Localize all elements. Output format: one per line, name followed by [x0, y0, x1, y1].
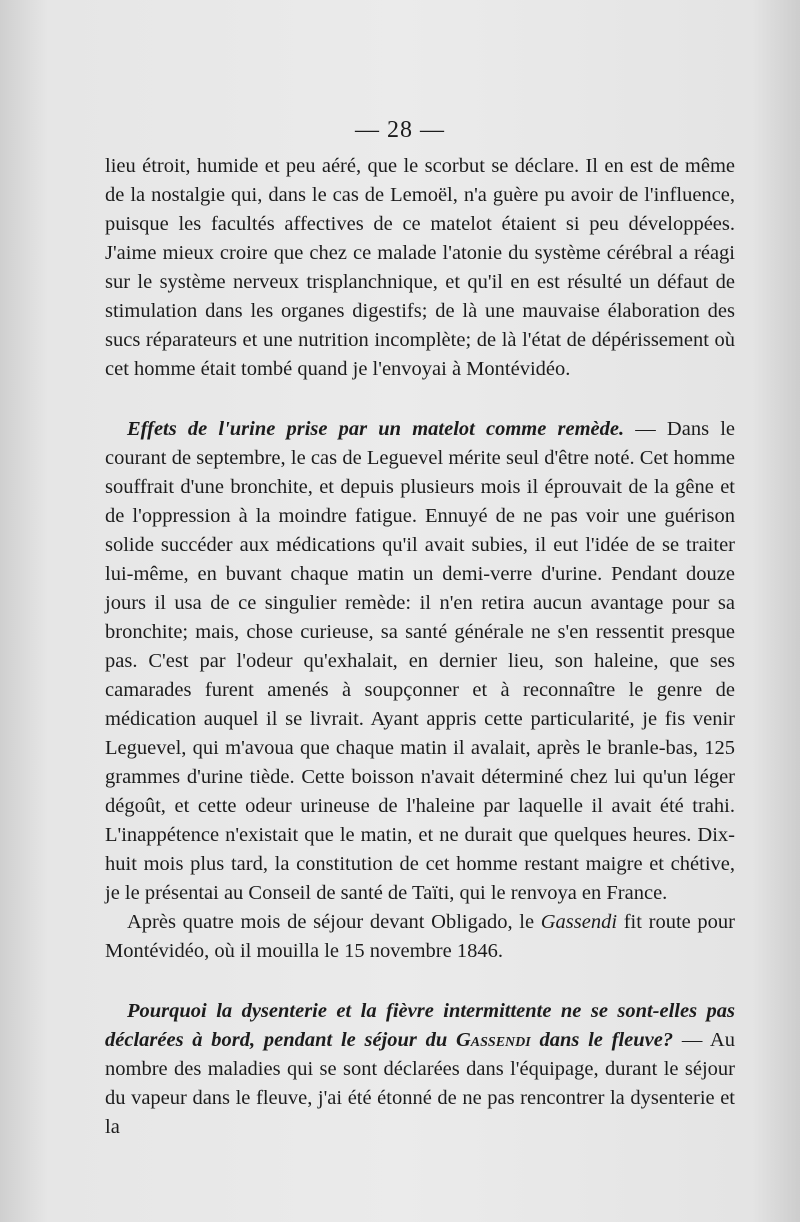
paragraph-lemoel: lieu étroit, humide et peu aéré, que le scorbut se déclare. Il en est de même de la nostalgie qui, dans le cas de Lemoël, n'a guère pu avoir de l'influence, puisque les facultés affectives de ce matelot étaient si peu développées. J'aime mieux croire que chez ce malade l'atonie du système cérébral a réagi sur le système nerveux trisplanchnique, et qu'il en est résulté un défaut de stimulation dans les organes digestifs; de là une mauvaise élaboration des sucs réparateurs et une nutrition incomplète; de là l'état de dépérissement où cet homme était tombé quand je l'envoyai à Montévidéo. [105, 155, 735, 380]
paragraph-montevideo-after: fit route pour Montévidéo, où il mouilla le 15 novembre 1846. [105, 911, 735, 962]
paragraph-dysenterie [105, 997, 735, 1142]
paragraph-leguevel [105, 415, 735, 908]
ship-name: Gassendi [540, 911, 618, 933]
page-number: — 28 — [355, 117, 445, 143]
paragraph-gap [105, 966, 735, 997]
paragraph-gap [105, 384, 735, 415]
section-heading-dysenterie-a: Pourquoi la dysenterie et la fièvre intermittente ne se sont-elles pas déclarées à bord, pendant le séjour du [105, 1000, 735, 1051]
section-heading-urine: Effets de l'urine prise par un matelot comme remède. [127, 418, 625, 440]
paragraph-dysenterie-text: — Au nombre des maladies qui se sont déclarées dans l'équipage, durant le séjour du vapeur dans le fleuve, j'ai été étonné de ne pas rencontrer la dysenterie et la [105, 1029, 735, 1138]
ship-name-smallcaps: Gassendi [456, 1029, 531, 1051]
paragraph-leguevel-text: — Dans le courant de septembre, le cas de Leguevel mérite seul d'être noté. Cet homme souffrait d'une bronchite, et depuis plusieurs mois il éprouvait de la gêne et de l'oppression à la moindre fatigue. Ennuyé de ne pas voir une guérison solide succéder aux médications qu'il avait subies, il eut l'idée de se traiter lui-même, en buvant chaque matin un demi-verre d'urine. Pendant douze jours il usa de ce singulier remède: il n'en retira aucun avantage pour sa bronchite; mais, chose curieuse, sa santé générale ne s'en ressentit presque pas. C'est par l'odeur qu'exhalait, en dernier lieu, son haleine, que ses camarades furent amenés à soupçonner et à reconnaître le genre de médication auquel il se livrait. Ayant appris cette particularité, je fis venir Leguevel, qui m'avoua que chaque matin il avalait, après le branle-bas, 125 grammes d'urine tiède. Cette boisson n'avait déterminé chez lui qu'un léger dégoût, et cette odeur urineuse de l'haleine par laquelle il avait été trahi. L'inappétence n'existait que le matin, et ne durait que quelques heures. Dix-huit mois plus tard, la constitution de cet homme restant maigre et chétive, je le présentai au Conseil de santé de Taïti, qui le renvoya en France. [105, 418, 735, 904]
paragraph-montevideo-before: Après quatre mois de séjour devant Obligado, le [127, 911, 541, 933]
section-heading-dysenterie-b: dans le fleuve? [530, 1029, 674, 1051]
body-text [105, 152, 735, 1142]
paragraph-montevideo [105, 908, 735, 966]
section-heading-dysenterie [105, 1000, 735, 1051]
